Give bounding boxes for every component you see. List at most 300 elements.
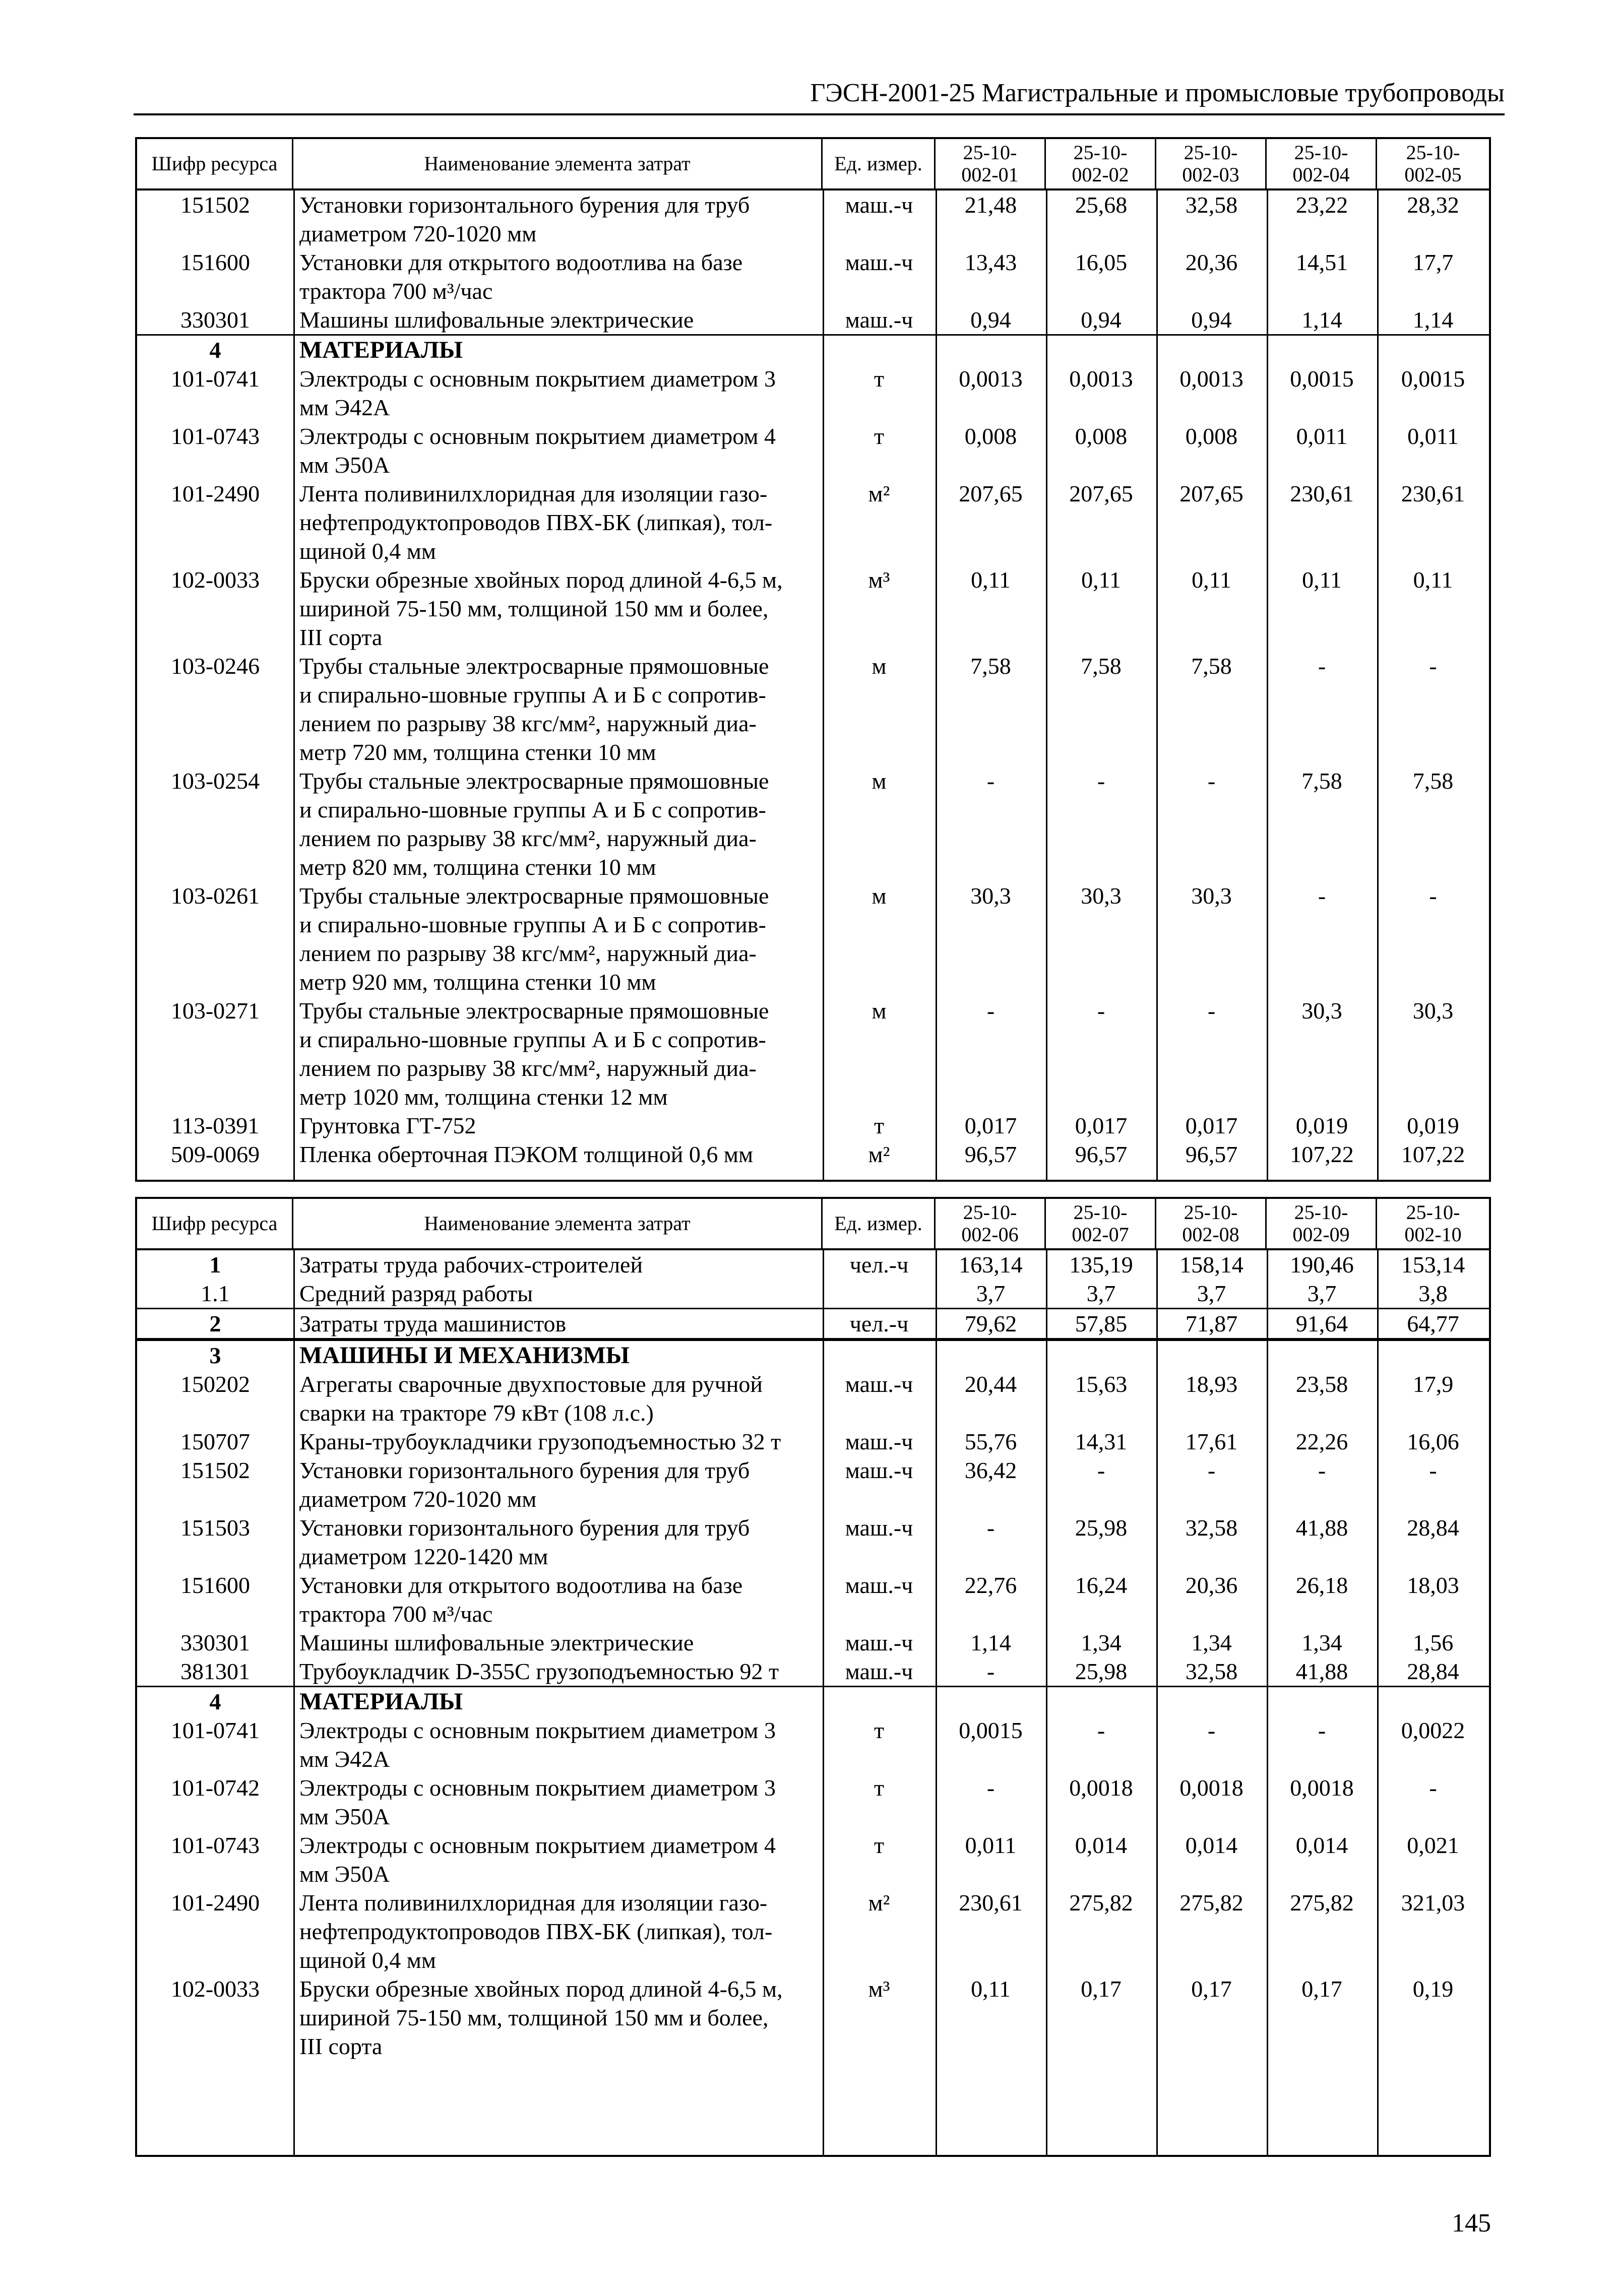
resource-name — [293, 565, 823, 652]
value-cell: 0,021 — [1407, 1832, 1459, 1858]
resource-name — [293, 422, 823, 479]
value-cell: 0,11 — [1413, 567, 1453, 593]
resource-code: 103-0271 — [170, 998, 260, 1024]
value-cell: - — [1207, 998, 1216, 1024]
name-line: и спирально-шовные группы А и Б с сопротив- — [299, 912, 766, 937]
name-line: и спирально-шовные группы А и Б с сопротив- — [299, 797, 766, 822]
value-cell: - — [1097, 1717, 1105, 1743]
resource-code: 101-2490 — [170, 1890, 260, 1916]
name-line: Установки горизонтального бурения для труб — [299, 1515, 750, 1541]
unit: маш.-ч — [845, 1515, 913, 1541]
value-cell: - — [1429, 1775, 1437, 1801]
value-cell: 0,019 — [1295, 1113, 1348, 1138]
resource-name — [293, 1773, 823, 1831]
resource-name — [293, 336, 823, 364]
unit: маш.-ч — [845, 1572, 913, 1598]
value-cell: 207,65 — [1179, 481, 1243, 506]
header-name: Наименование элемента затрат — [293, 1199, 823, 1248]
value-cell: - — [1207, 768, 1216, 794]
name-line: метр 1020 мм, толщина стенки 12 мм — [299, 1084, 668, 1110]
value-cell: - — [986, 768, 995, 794]
resource-code: 151600 — [180, 1572, 250, 1598]
name-line: Электроды с основным покрытием диаметром 3 — [299, 1717, 776, 1743]
unit: т — [874, 423, 885, 449]
value-cell: - — [1318, 653, 1326, 679]
value-cell: - — [986, 1515, 995, 1541]
value-cell: 25,98 — [1075, 1659, 1128, 1684]
value-cell: 20,36 — [1185, 249, 1238, 275]
value-cell: 41,88 — [1295, 1659, 1348, 1684]
unit: маш.-ч — [845, 1457, 913, 1483]
resource-name — [293, 1716, 823, 1773]
name-line: метр 920 мм, толщина стенки 10 мм — [299, 969, 656, 995]
resource-code: 1.1 — [201, 1281, 230, 1306]
resource-code: 101-2490 — [170, 481, 260, 506]
table-row — [137, 1279, 1489, 1309]
value-cell: 23,22 — [1295, 192, 1348, 218]
unit: м — [872, 653, 887, 679]
table-header — [137, 139, 1489, 190]
value-cell: 107,22 — [1401, 1141, 1465, 1167]
value-cell: 28,32 — [1407, 192, 1459, 218]
name-line: Затраты труда рабочих-строителей — [299, 1252, 643, 1278]
header-name: Наименование элемента затрат — [293, 139, 823, 188]
resource-name — [293, 1571, 823, 1628]
name-line: Машины шлифовальные электрические — [299, 307, 694, 333]
header-unit: Ед. измер. — [823, 1199, 936, 1248]
value-cell: 7,58 — [1301, 768, 1342, 794]
resource-name — [293, 1279, 823, 1308]
name-line: Трубы стальные электросварные прямошовные — [299, 653, 769, 679]
unit: т — [874, 1113, 885, 1138]
value-cell: 163,14 — [959, 1252, 1023, 1278]
value-cell: 30,3 — [1412, 998, 1454, 1024]
value-cell: 22,26 — [1295, 1429, 1348, 1454]
name-line: Средний разряд работы — [299, 1281, 533, 1306]
name-line: метр 820 мм, толщина стенки 10 мм — [299, 854, 656, 880]
value-cell: 3,7 — [976, 1281, 1006, 1306]
value-cell: 7,58 — [1412, 768, 1454, 794]
value-cell: 30,3 — [1191, 883, 1232, 909]
table-row — [137, 1140, 1489, 1169]
resource-name — [293, 248, 823, 305]
unit: маш.-ч — [845, 249, 913, 275]
value-cell: 18,93 — [1185, 1371, 1238, 1397]
value-cell — [1156, 336, 1267, 364]
value-cell: 0,11 — [1302, 567, 1342, 593]
resource-name — [293, 767, 823, 881]
header-col-3: 25-10- 002-03 — [1156, 139, 1267, 188]
unit — [823, 336, 936, 364]
name-line: и спирально-шовные группы А и Б с сопротив- — [299, 682, 766, 708]
value-cell: - — [1318, 1717, 1326, 1743]
value-cell: 230,61 — [1401, 481, 1465, 506]
value-cell: 158,14 — [1179, 1252, 1243, 1278]
name-line: диаметром 720-1020 мм — [299, 221, 537, 246]
unit: м³ — [868, 567, 890, 593]
value-cell: 1,14 — [1301, 307, 1342, 333]
value-cell: 3,7 — [1197, 1281, 1226, 1306]
value-cell — [1267, 1687, 1377, 1716]
value-cell: 0,011 — [965, 1832, 1017, 1858]
unit: м — [872, 883, 887, 909]
value-cell: 1,14 — [1412, 307, 1454, 333]
value-cell — [1156, 1341, 1267, 1370]
resource-name — [293, 1628, 823, 1657]
name-line: Установки горизонтального бурения для труб — [299, 1457, 750, 1483]
name-line: мм Э42А — [299, 395, 390, 420]
header-code: Шифр ресурса — [137, 1199, 293, 1248]
value-cell: 230,61 — [959, 1890, 1023, 1916]
value-cell: 91,64 — [1295, 1311, 1348, 1336]
name-line: Трубы стальные электросварные прямошовные — [299, 883, 769, 909]
name-line: Установки горизонтального бурения для труб — [299, 192, 750, 218]
table-row — [137, 565, 1489, 652]
name-line: Бруски обрезные хвойных пород длиной 4-6,5 м, — [299, 567, 783, 593]
value-cell: 0,11 — [971, 567, 1011, 593]
resource-name — [293, 1888, 823, 1974]
value-cell: - — [1097, 768, 1105, 794]
resource-name — [293, 479, 823, 565]
unit: чел.-ч — [849, 1252, 909, 1278]
resource-code: 101-0743 — [170, 1832, 260, 1858]
resource-code: 101-0741 — [170, 1717, 260, 1743]
resource-name — [293, 1657, 823, 1686]
table-row — [137, 1513, 1489, 1571]
value-cell: 0,0015 — [959, 1717, 1023, 1743]
table-row — [137, 1571, 1489, 1628]
unit: т — [874, 366, 885, 392]
value-cell: - — [1207, 1717, 1216, 1743]
name-line: Электроды с основным покрытием диаметром 4 — [299, 1832, 776, 1858]
resource-code: 101-0742 — [170, 1775, 260, 1801]
resource-code: 102-0033 — [170, 1976, 260, 2002]
name-line: трактора 700 м³/час — [299, 278, 493, 304]
value-cell: 207,65 — [1069, 481, 1133, 506]
unit: чел.-ч — [849, 1311, 909, 1336]
resource-code: 151600 — [180, 249, 250, 275]
value-cell: - — [1097, 998, 1105, 1024]
resource-code: 4 — [209, 1689, 221, 1714]
value-cell — [1156, 1687, 1267, 1716]
unit — [823, 1341, 936, 1370]
resource-name — [293, 1370, 823, 1427]
value-cell — [936, 1687, 1046, 1716]
unit: маш.-ч — [845, 1429, 913, 1454]
name-line: Пленка оберточная ПЭКОМ толщиной 0,6 мм — [299, 1141, 754, 1167]
name-line: Трубы стальные электросварные прямошовные — [299, 998, 769, 1024]
value-cell: 3,8 — [1418, 1281, 1448, 1306]
name-line: нефтепродуктопроводов ПВХ-БК (липкая), тол- — [299, 1919, 773, 1944]
value-cell: - — [1429, 1457, 1437, 1483]
table-row — [137, 305, 1489, 334]
value-cell: 20,36 — [1185, 1572, 1238, 1598]
value-cell: 13,43 — [964, 249, 1017, 275]
header-col-1: 25-10- 002-01 — [936, 139, 1046, 188]
unit: т — [874, 1832, 885, 1858]
unit: м² — [868, 1141, 890, 1167]
name-line: Электроды с основным покрытием диаметром 3 — [299, 1775, 776, 1801]
value-cell: 153,14 — [1401, 1252, 1465, 1278]
value-cell: 0,019 — [1407, 1113, 1459, 1138]
name-line: сварки на тракторе 79 кВт (108 л.с.) — [299, 1400, 654, 1426]
value-cell: 0,0013 — [1179, 366, 1243, 392]
header-col-2: 25-10- 002-02 — [1046, 139, 1156, 188]
table-body — [137, 1250, 1489, 2155]
name-line: щиной 0,4 мм — [299, 538, 436, 564]
table-row — [137, 364, 1489, 422]
resource-code: 2 — [209, 1311, 221, 1336]
value-cell: 0,014 — [1075, 1832, 1128, 1858]
header-col-4: 25-10- 002-09 — [1267, 1199, 1377, 1248]
value-cell: 0,017 — [1075, 1113, 1128, 1138]
value-cell: - — [1429, 883, 1437, 909]
resource-name — [293, 1250, 823, 1279]
value-cell: - — [1097, 1457, 1105, 1483]
name-line: МАТЕРИАЛЫ — [299, 1688, 463, 1715]
unit: маш.-ч — [845, 1659, 913, 1684]
value-cell: 96,57 — [964, 1141, 1017, 1167]
table-row — [137, 1456, 1489, 1513]
resource-name — [293, 1831, 823, 1888]
value-cell: 71,87 — [1185, 1311, 1238, 1336]
resource-table-1 — [135, 137, 1491, 1182]
name-line: мм Э50А — [299, 1804, 390, 1829]
resource-code: 103-0261 — [170, 883, 260, 909]
value-cell: 0,008 — [1075, 423, 1128, 449]
resource-name — [293, 1309, 823, 1338]
header-unit: Ед. измер. — [823, 139, 936, 188]
value-cell: 17,7 — [1412, 249, 1454, 275]
value-cell: 96,57 — [1075, 1141, 1128, 1167]
value-cell — [936, 336, 1046, 364]
name-line: Краны-трубоукладчики грузоподъемностью 32 т — [299, 1429, 781, 1454]
unit: м³ — [868, 1976, 890, 2002]
value-cell: - — [986, 1775, 995, 1801]
value-cell: 0,0018 — [1179, 1775, 1243, 1801]
name-line: Агрегаты сварочные двухпостовые для ручной — [299, 1371, 763, 1397]
value-cell: 32,58 — [1185, 1515, 1238, 1541]
value-cell — [1377, 1341, 1489, 1370]
table-row — [137, 652, 1489, 767]
table-row — [137, 1888, 1489, 1974]
table-row — [137, 1773, 1489, 1831]
resource-code: 101-0743 — [170, 423, 260, 449]
name-line: мм Э50А — [299, 452, 390, 478]
table-row — [137, 1370, 1489, 1427]
table-row — [137, 1974, 1489, 2061]
value-cell: 16,24 — [1075, 1572, 1128, 1598]
section-row — [137, 334, 1489, 364]
unit: маш.-ч — [845, 1371, 913, 1397]
value-cell: 0,94 — [1081, 307, 1122, 333]
unit: т — [874, 1717, 885, 1743]
resource-code: 150202 — [180, 1371, 250, 1397]
table-header — [137, 1199, 1489, 1250]
name-line: мм Э50А — [299, 1861, 390, 1887]
table-row — [137, 1111, 1489, 1140]
resource-name — [293, 1427, 823, 1456]
value-cell: 41,88 — [1295, 1515, 1348, 1541]
value-cell — [1267, 336, 1377, 364]
value-cell: 190,46 — [1290, 1252, 1354, 1278]
value-cell: 7,58 — [970, 653, 1011, 679]
value-cell — [1046, 1687, 1156, 1716]
name-line: Бруски обрезные хвойных пород длиной 4-6,5 м, — [299, 1976, 783, 2002]
value-cell: 57,85 — [1075, 1311, 1128, 1336]
value-cell: 22,76 — [964, 1572, 1017, 1598]
resource-name — [293, 996, 823, 1111]
name-line: Электроды с основным покрытием диаметром 4 — [299, 423, 776, 449]
value-cell — [1046, 336, 1156, 364]
table-row — [137, 767, 1489, 881]
value-cell: 0,011 — [1296, 423, 1348, 449]
resource-name — [293, 1140, 823, 1169]
unit — [823, 1279, 936, 1308]
table-row — [137, 1657, 1489, 1686]
value-cell: 207,65 — [959, 481, 1023, 506]
value-cell: 0,0018 — [1290, 1775, 1354, 1801]
value-cell: 26,18 — [1295, 1572, 1348, 1598]
resource-code: 151503 — [180, 1515, 250, 1541]
table-row — [137, 479, 1489, 565]
value-cell: 0,0013 — [959, 366, 1023, 392]
resource-name — [293, 1513, 823, 1571]
resource-table-2 — [135, 1197, 1491, 2157]
value-cell: 0,0022 — [1401, 1717, 1465, 1743]
unit: м² — [868, 481, 890, 506]
name-line: Грунтовка ГТ-752 — [299, 1113, 476, 1138]
resource-code: 103-0246 — [170, 653, 260, 679]
value-cell: 18,03 — [1407, 1572, 1459, 1598]
value-cell: 30,3 — [1081, 883, 1122, 909]
value-cell: 16,06 — [1407, 1429, 1459, 1454]
name-line: Лента поливинилхлоридная для изоляции газо- — [299, 481, 768, 506]
value-cell: 0,11 — [1081, 567, 1121, 593]
value-cell: 0,11 — [1192, 567, 1231, 593]
name-line: Трубы стальные электросварные прямошовные — [299, 768, 769, 794]
value-cell: 55,76 — [964, 1429, 1017, 1454]
resource-code: 330301 — [180, 1630, 250, 1655]
name-line: диаметром 1220-1420 мм — [299, 1544, 548, 1569]
resource-name — [293, 1974, 823, 2061]
table-row — [137, 1250, 1489, 1279]
value-cell: 275,82 — [1179, 1890, 1243, 1916]
resource-name — [293, 652, 823, 767]
value-cell: 0,0015 — [1401, 366, 1465, 392]
resource-code: 509-0069 — [170, 1141, 260, 1167]
value-cell: 0,008 — [1185, 423, 1238, 449]
resource-name — [293, 1111, 823, 1140]
value-cell: 23,58 — [1295, 1371, 1348, 1397]
resource-name — [293, 305, 823, 334]
name-line: Лента поливинилхлоридная для изоляции газо- — [299, 1890, 768, 1916]
value-cell: - — [1207, 1457, 1216, 1483]
name-line: шириной 75-150 мм, толщиной 150 мм и более, — [299, 2005, 769, 2030]
value-cell: 0,0015 — [1290, 366, 1354, 392]
value-cell: 15,63 — [1075, 1371, 1128, 1397]
resource-code: 4 — [209, 337, 221, 363]
table-row — [137, 422, 1489, 479]
table-body — [137, 190, 1489, 1180]
resource-name — [293, 190, 823, 248]
resource-code: 1 — [209, 1252, 221, 1278]
name-line: Машины шлифовальные электрические — [299, 1630, 694, 1655]
table-row — [137, 996, 1489, 1111]
header-col-3: 25-10- 002-08 — [1156, 1199, 1267, 1248]
value-cell: 79,62 — [964, 1311, 1017, 1336]
name-line: МАШИНЫ И МЕХАНИЗМЫ — [299, 1342, 630, 1369]
name-line: Трубоукладчик D-355С грузоподъемностью 92 т — [299, 1659, 779, 1684]
value-cell: 0,011 — [1407, 423, 1459, 449]
table-row — [137, 1309, 1489, 1340]
table-row — [137, 1831, 1489, 1888]
value-cell: - — [1318, 883, 1326, 909]
value-cell: 30,3 — [970, 883, 1011, 909]
resource-name — [293, 364, 823, 422]
unit: маш.-ч — [845, 1630, 913, 1655]
resource-code: 151502 — [180, 192, 250, 218]
resource-name — [293, 1341, 823, 1370]
resource-name — [293, 1456, 823, 1513]
name-line: МАТЕРИАЛЫ — [299, 337, 463, 363]
name-line: лением по разрыву 38 кгс/мм², наружный диа- — [299, 940, 757, 966]
value-cell: 25,98 — [1075, 1515, 1128, 1541]
value-cell: 0,017 — [1185, 1113, 1238, 1138]
section-row — [137, 1686, 1489, 1716]
value-cell: 0,008 — [964, 423, 1017, 449]
value-cell — [1377, 336, 1489, 364]
header-col-4: 25-10- 002-04 — [1267, 139, 1377, 188]
header-col-1: 25-10- 002-06 — [936, 1199, 1046, 1248]
resource-code: 103-0254 — [170, 768, 260, 794]
value-cell: 0,0013 — [1069, 366, 1133, 392]
name-line: шириной 75-150 мм, толщиной 150 мм и более, — [299, 596, 769, 621]
unit: маш.-ч — [845, 307, 913, 333]
value-cell — [1046, 1341, 1156, 1370]
name-line: лением по разрыву 38 кгс/мм², наружный диа- — [299, 1055, 757, 1081]
table-row — [137, 248, 1489, 305]
unit: м² — [868, 1890, 890, 1916]
value-cell: 28,84 — [1407, 1659, 1459, 1684]
resource-code: 151502 — [180, 1457, 250, 1483]
unit: м — [872, 768, 887, 794]
header-code: Шифр ресурса — [137, 139, 293, 188]
name-line: мм Э42А — [299, 1746, 390, 1772]
resource-code: 381301 — [180, 1659, 250, 1684]
value-cell: 7,58 — [1191, 653, 1232, 679]
name-line: Установки для открытого водоотлива на базе — [299, 249, 743, 275]
value-cell: - — [1429, 653, 1437, 679]
resource-code: 113-0391 — [171, 1113, 260, 1138]
name-line: Установки для открытого водоотлива на базе — [299, 1572, 743, 1598]
value-cell: 17,9 — [1412, 1371, 1454, 1397]
value-cell: 230,61 — [1290, 481, 1354, 506]
resource-name — [293, 1687, 823, 1716]
value-cell: 0,17 — [1081, 1976, 1122, 2002]
value-cell: 0,014 — [1185, 1832, 1238, 1858]
name-line: III сорта — [299, 2033, 383, 2059]
table-row — [137, 881, 1489, 996]
value-cell: 1,34 — [1301, 1630, 1342, 1655]
value-cell: 0,0018 — [1069, 1775, 1133, 1801]
value-cell — [1267, 1341, 1377, 1370]
value-cell: 0,014 — [1295, 1832, 1348, 1858]
value-cell: 14,51 — [1295, 249, 1348, 275]
value-cell: 1,14 — [970, 1630, 1011, 1655]
header-col-2: 25-10- 002-07 — [1046, 1199, 1156, 1248]
value-cell: 16,05 — [1075, 249, 1128, 275]
